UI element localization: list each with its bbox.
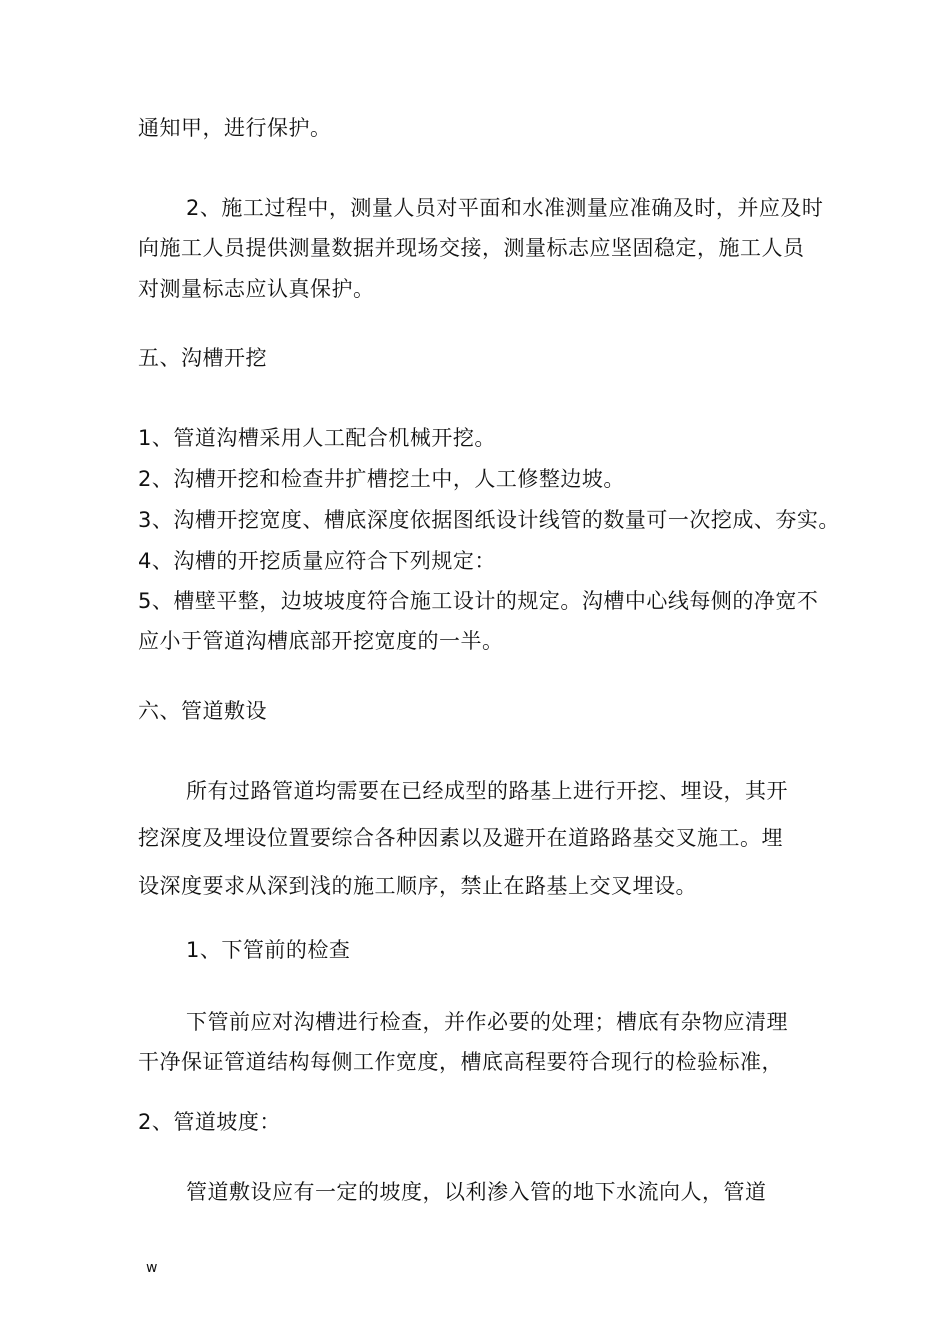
paragraph-line: 2、施工过程中，测量人员对平面和水准测量应准确及时，并应及时 (186, 196, 824, 220)
paragraph-line: 挖深度及埋设位置要综合各种因素以及避开在道路路基交叉施工。埋 (138, 826, 783, 850)
paragraph-line: 设深度要求从深到浅的施工顺序，禁止在路基上交叉埋设。 (138, 874, 697, 898)
paragraph-line: 对测量标志应认真保护。 (138, 277, 375, 301)
section-heading: 六、管道敷设 (138, 699, 267, 723)
paragraph-line: 所有过路管道均需要在已经成型的路基上进行开挖、埋设，其开 (186, 779, 788, 803)
sub-heading: 2、管道坡度： (138, 1110, 281, 1134)
list-item: 4、沟槽的开挖质量应符合下列规定： (138, 549, 496, 573)
sub-heading: 1、下管前的检查 (186, 938, 351, 962)
paragraph-line: 下管前应对沟槽进行检查，并作必要的处理；槽底有杂物应清理 (186, 1010, 788, 1034)
paragraph-line: 向施工人员提供测量数据并现场交接，测量标志应坚固稳定，施工人员 (138, 236, 805, 260)
list-item: 2、沟槽开挖和检查井扩槽挖土中，人工修整边坡。 (138, 467, 625, 491)
paragraph-line: 通知甲，进行保护。 (138, 116, 332, 140)
list-item: 3、沟槽开挖宽度、槽底深度依据图纸设计线管的数量可一次挖成、夯实。 (138, 508, 840, 532)
paragraph-line: 干净保证管道结构每侧工作宽度，槽底高程要符合现行的检验标准， (138, 1050, 783, 1074)
list-item: 1、管道沟槽采用人工配合机械开挖。 (138, 426, 496, 450)
section-heading: 五、沟槽开挖 (138, 346, 267, 370)
list-item: 5、槽壁平整，边坡坡度符合施工设计的规定。沟槽中心线每侧的净宽不 (138, 589, 819, 613)
paragraph-line: 管道敷设应有一定的坡度，以利渗入管的地下水流向人，管道 (186, 1180, 767, 1204)
list-item: 应小于管道沟槽底部开挖宽度的一半。 (138, 629, 504, 653)
page-footer: w (146, 1260, 158, 1276)
